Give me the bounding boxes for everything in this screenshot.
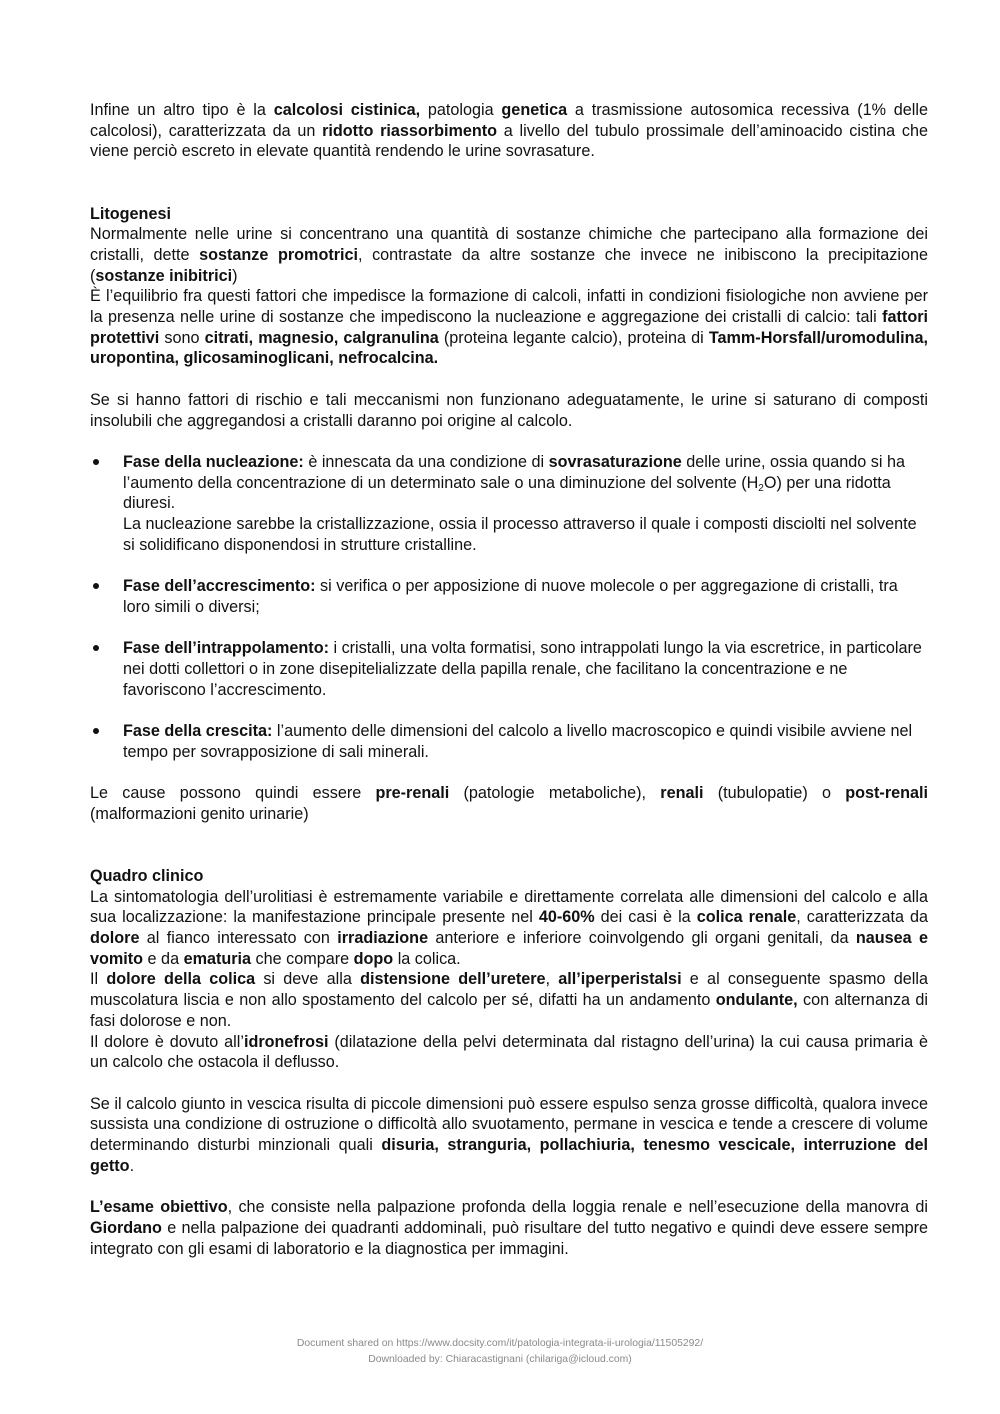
bold-text: dolore della colica: [106, 970, 256, 989]
text: è innescata da una condizione di: [303, 452, 549, 471]
litogenesi-paragraph-2: [90, 286, 928, 369]
text: i cristalli, una volta formatisi, sono intrappolati lungo la via escretrice, in particolare nei dotti collettori o in zone disepitelializzate della papilla renale, che facilitano la concentrazione e ne favoriscono l’accrescimento.: [123, 639, 922, 699]
text: patologia: [420, 101, 502, 119]
litogenesi-paragraph-1: [90, 224, 928, 286]
footer-shared-line: Document shared on https://www.docsity.com/it/patologia-integrata-ii-urologia/11505292/: [296, 1338, 704, 1349]
text: dei casi è la: [594, 908, 697, 927]
text: , contrastate da altre sostanze che invece ne inibiscono la precipitazione (: [90, 245, 928, 285]
bullet-icon: [93, 583, 99, 589]
text: (malformazioni genito urinarie): [90, 804, 309, 823]
footer-downloaded-line: Downloaded by: Chiaracastignani (chilariga@icloud.com): [368, 1354, 632, 1365]
bullet-icon: [93, 459, 99, 465]
list-item-nucleazione: [90, 452, 928, 556]
bold-text: idronefrosi: [243, 1032, 329, 1051]
text: con alternanza di fasi dolorose e non.: [90, 991, 928, 1030]
text: Il dolore è dovuto all’: [90, 1032, 244, 1051]
text: .: [129, 1156, 135, 1175]
bold-text: post-renali: [845, 784, 929, 803]
bold-text: distensione dell’uretere: [360, 970, 546, 989]
bullet-icon: [93, 728, 99, 734]
list-item-intrappolamento: [90, 638, 928, 700]
quadro-paragraph-2: [90, 969, 928, 1031]
text: Le cause possono quindi essere: [90, 784, 376, 803]
text: si verifica o per apposizione di nuove molecole o per aggregazione di cristalli, tra loro simili o diversi;: [123, 577, 898, 616]
text: a trasmissione autosomica recessiva (1% delle calcolosi), caratterizzata da un: [90, 101, 929, 140]
bold-text: calcolosi cistinica,: [273, 101, 421, 119]
text: Il: [90, 970, 107, 989]
text: Infine un altro tipo è la: [90, 101, 274, 119]
litogenesi-paragraph-4: [90, 783, 928, 824]
text: La sintomatologia dell’urolitiasi è estremamente variabile e direttamente correlata alle dimensioni del calcolo e alla sua localizzazione: la manifestazione principale presente nel: [90, 887, 928, 927]
bold-text: renali: [660, 784, 704, 803]
list-item-continuation: La nucleazione sarebbe la cristallizzazione, ossia il processo attraverso il quale i composti disciolti nel solvente si solidificano disponendosi in strutture cristalline.: [123, 515, 917, 554]
document-body: [90, 100, 928, 1259]
list-item-crescita: [90, 721, 928, 762]
text: (tubulopatie) o: [703, 784, 846, 803]
bold-text: ridotto riassorbimento: [322, 121, 498, 140]
list-item-accrescimento: [90, 576, 928, 617]
phase-list: [90, 452, 928, 763]
text: anteriore e inferiore coinvolgendo gli organi genitali, da: [428, 929, 856, 947]
text: , che consiste nella palpazione profonda della loggia renale e nell’esecuzione della manovra di: [227, 1198, 928, 1217]
quadro-paragraph-5: [90, 1197, 928, 1259]
bold-text: 40-60%: [538, 908, 595, 927]
text: al fianco interessato con: [139, 929, 338, 947]
text: la colica.: [393, 949, 461, 968]
bold-text: ondulante,: [715, 991, 798, 1010]
bold-text: pre-renali: [375, 784, 450, 803]
text: , caratterizzata da: [796, 908, 928, 927]
section-heading-quadro-clinico: Quadro clinico: [90, 866, 204, 885]
text: e nella palpazione dei quadranti addominali, può risultare del tutto negativo e quindi deve essere sempre integrato con gli esami di laboratorio e la diagnostica per immagini.: [90, 1218, 928, 1258]
text: e al conseguente spasmo della muscolatura liscia e non allo spostamento del calcolo per sé, difatti ha un andamento: [90, 970, 928, 1010]
bold-text: sostanze inibitrici: [95, 266, 233, 285]
bold-text: fattori protettivi: [90, 308, 928, 347]
text: ,: [545, 970, 559, 989]
litogenesi-paragraph-3: Se si hanno fattori di rischio e tali meccanismi non funzionano adeguatamente, le urine si saturano di composti insolubili che aggregandosi a cristalli daranno poi origine al calcolo.: [90, 390, 928, 430]
bold-text: ematuria: [183, 949, 252, 968]
text: delle urine, ossia quando si ha l’aumento della concentrazione di un determinato sale o una diminuzione del solvente (H: [123, 452, 905, 492]
text: che compare: [251, 949, 354, 968]
quadro-paragraph-1: [90, 887, 928, 970]
text: Normalmente nelle urine si concentrano una quantità di sostanze chimiche che partecipano alla formazione dei cristalli, dette: [90, 225, 928, 264]
bold-text: Fase della crescita:: [123, 722, 273, 740]
text: a livello del tubulo prossimale dell’aminoacido cistina che viene perciò escreto in elevate quantità rendendo le urine sovrasature.: [90, 121, 928, 161]
quadro-paragraph-3: [90, 1032, 928, 1073]
text: (dilatazione della pelvi determinata dal ristagno dell’urina) la cui causa primaria è un calcolo che ostacola il deflusso.: [90, 1032, 929, 1072]
text: È l’equilibrio fra questi fattori che impedisce la formazione di calcoli, infatti in condizioni fisiologiche non avviene per la presenza nelle urine di sostanze che impediscono la nucleazione e aggregazione dei cristalli di calcio: tali: [90, 287, 928, 327]
text: l’aumento delle dimensioni del calcolo a livello macroscopico e quindi visibile avviene nel tempo per sovrapposizione di sali minerali.: [123, 722, 913, 761]
bold-text: sovrasaturazione: [548, 452, 682, 471]
text: ): [232, 266, 238, 285]
bold-text: citrati, magnesio, calgranulina: [204, 328, 439, 347]
bold-text: nausea e vomito: [90, 929, 928, 968]
bold-text: genetica: [501, 101, 568, 119]
bold-text: colica renale: [696, 908, 797, 927]
bold-text: Giordano: [90, 1218, 162, 1237]
text: (patologie metaboliche),: [449, 784, 661, 803]
quadro-paragraph-4: [90, 1094, 928, 1177]
bold-text: Fase dell’intrappolamento:: [123, 639, 329, 658]
bold-text: irradiazione: [337, 929, 429, 947]
text: Se il calcolo giunto in vescica risulta di piccole dimensioni può essere espulso senza grosse difficoltà, qualora invece sussista una condizione di ostruzione o difficoltà allo svuotamento, permane in vescica e tende a crescere di volume determinando disturbi minzionali quali: [90, 1094, 928, 1155]
bold-text: Fase dell’accrescimento:: [123, 577, 316, 596]
text: e da: [143, 949, 184, 968]
intro-paragraph: [90, 100, 928, 162]
bold-text: disuria, stranguria, pollachiuria, tenesmo vescicale, interruzione del getto: [90, 1136, 928, 1175]
bold-text: Tamm-Horsfall/uromodulina, uropontina, glicosaminoglicani, nefrocalcina.: [90, 328, 928, 368]
bold-text: dolore: [90, 929, 140, 947]
bold-text: L’esame obiettivo: [90, 1198, 228, 1217]
bold-text: all’iperperistalsi: [558, 970, 682, 989]
text: sono: [159, 328, 205, 347]
bold-text: sostanze promotrici: [199, 245, 359, 264]
bold-text: dopo: [353, 949, 394, 968]
subscript: 2: [758, 482, 764, 494]
bullet-icon: [93, 645, 99, 651]
section-heading-litogenesi: Litogenesi: [90, 204, 171, 223]
text: O) per una ridotta diuresi.: [123, 473, 891, 513]
text: si deve alla: [255, 970, 361, 989]
text: (proteina legante calcio), proteina di: [438, 328, 709, 347]
bold-text: Fase della nucleazione:: [123, 452, 304, 471]
